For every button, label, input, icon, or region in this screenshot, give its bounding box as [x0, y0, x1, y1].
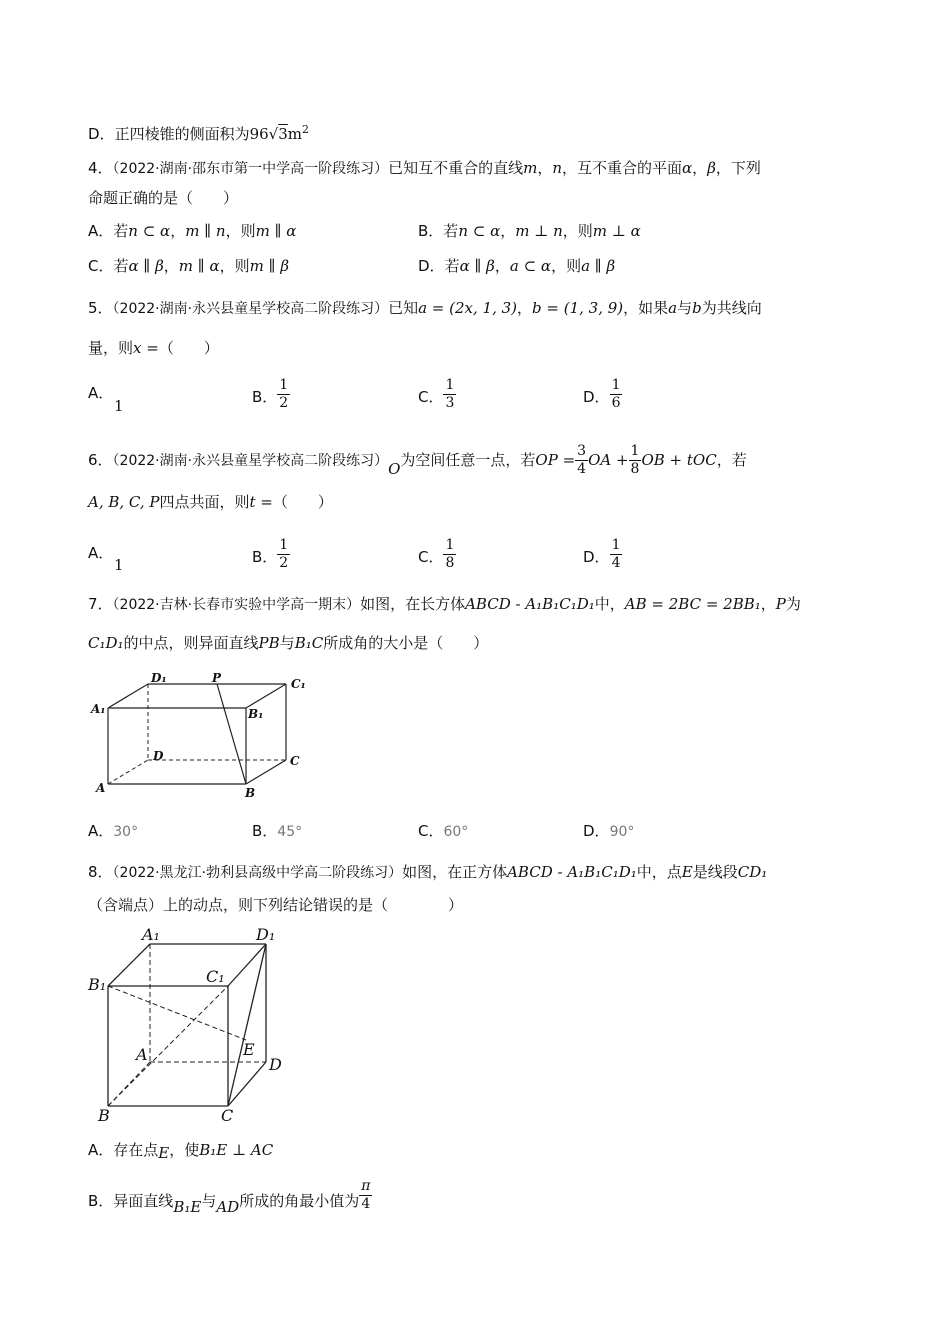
math-expr: m ∥ α — [255, 222, 297, 240]
q4-option-c[interactable]: C．若α ∥ β，m ∥ α，则m ∥ β — [88, 257, 290, 275]
q6-option-c[interactable] — [418, 537, 456, 572]
question-source: （2022·湖南·永兴县童星学校高二阶段练习） — [112, 453, 389, 469]
fraction — [610, 537, 623, 572]
vector-b: b = (1, 3, 9) — [532, 299, 624, 317]
edge-a1d1 — [108, 684, 148, 708]
stem-text: 已知互不重合的直线 — [388, 159, 524, 177]
label-b1: B₁ — [88, 975, 107, 994]
q3-option-d — [88, 120, 309, 144]
numerator: 1 — [611, 377, 621, 393]
diagonal-bc1 — [108, 986, 228, 1106]
option-label: B． — [88, 1192, 114, 1210]
label-a1: A₁ — [91, 702, 106, 716]
q5-option-d[interactable] — [583, 377, 622, 412]
question-source: （2022·湖南·邵东市第一中学高一阶段练习） — [112, 161, 389, 177]
stem-text: 中，点 — [636, 863, 682, 881]
fraction — [277, 377, 290, 412]
stem-text: 如图，在正方体 — [402, 863, 508, 881]
math-op: OP = — [535, 451, 576, 469]
question-number: 5． — [88, 299, 113, 317]
math-ad: AD — [216, 1198, 240, 1216]
edge-b1a1 — [108, 944, 150, 986]
stem-text: ，下列 — [715, 159, 761, 177]
option-text: 若 — [443, 222, 459, 240]
q5-option-a[interactable] — [88, 383, 113, 403]
math-expr: m ∥ α — [178, 257, 220, 275]
exponent: 2 — [302, 123, 310, 136]
option-text: 若 — [113, 257, 129, 275]
q4-stem-line2: 命题正确的是（ ） — [88, 189, 239, 207]
stem-text: 为共线向 — [701, 299, 762, 317]
option-text: 若 — [113, 222, 129, 240]
numerator: π — [361, 1178, 371, 1194]
numerator: 1 — [630, 443, 640, 459]
q4-option-d[interactable]: D．若α ∥ β，a ⊂ α，则a ∥ β — [418, 257, 616, 275]
option-label: A． — [88, 822, 114, 840]
radicand: 3 — [278, 125, 288, 143]
math-expr: m ∥ β — [249, 257, 290, 275]
option-text: ，使 — [169, 1141, 200, 1159]
q6-option-b[interactable] — [252, 537, 290, 572]
option-label: A． — [88, 384, 114, 402]
label-b: B — [245, 786, 256, 800]
stem-text: ，互不重合的平面 — [562, 159, 683, 177]
unit: m — [287, 125, 303, 143]
fraction — [277, 537, 290, 572]
label-d1: D₁ — [151, 671, 167, 685]
stem-text: ，若 — [716, 451, 747, 469]
option-text: 存在点 — [113, 1141, 159, 1159]
q6-option-a[interactable] — [88, 543, 113, 563]
math-oa: OA + — [588, 451, 629, 469]
fraction — [575, 443, 588, 478]
q7-option-b[interactable] — [252, 821, 302, 842]
option-text: 则 — [240, 222, 256, 240]
label-e: E — [243, 1040, 255, 1059]
math-expr: m ∥ n — [185, 222, 226, 240]
option-value: 45° — [277, 824, 303, 840]
q5-stem-line1: 5．（2022·湖南·永兴县童星学校高二阶段练习）已知a = (2x, 1, 3)，b = (1, 3, 9)，如果a与b为共线向 — [88, 299, 762, 317]
q7-stem-line1 — [88, 594, 801, 615]
denominator: 4 — [577, 461, 587, 477]
question-source: （2022·吉林·长春市实验中学高一期末） — [112, 597, 361, 613]
option-label: A． — [88, 544, 114, 562]
q6-stem-line1 — [88, 443, 747, 478]
stem-text: ，如果 — [623, 299, 669, 317]
stem-text: 中， — [594, 595, 625, 613]
math-b1c: B₁C — [294, 634, 324, 652]
option-label: C． — [88, 257, 114, 275]
q4-stem-line1: 4．（2022·湖南·邵东市第一中学高一阶段练习）已知互不重合的直线m，n，互不重合的平面α，β，下列 — [88, 159, 761, 177]
denominator: 2 — [279, 555, 289, 571]
math-e: E — [681, 863, 693, 881]
option-text: 与 — [201, 1192, 217, 1210]
math-n: n — [552, 159, 563, 177]
vector-a: a = (2x, 1, 3) — [418, 299, 518, 317]
question-number: 8． — [88, 863, 113, 881]
denominator: 6 — [611, 395, 621, 411]
edge-bc — [246, 760, 286, 784]
question-number: 7． — [88, 595, 113, 613]
numerator: 1 — [279, 537, 289, 553]
math-b1e: B₁E — [173, 1198, 202, 1216]
option-value: 30° — [113, 824, 139, 840]
math-alpha: α — [682, 159, 693, 177]
math-e: E — [158, 1144, 170, 1162]
q4-option-a[interactable]: A．若n ⊂ α，m ∥ n，则m ∥ α — [88, 222, 297, 240]
stem-text: 是线段 — [692, 863, 738, 881]
stem-text: 量，则 — [88, 339, 134, 357]
q8-option-b[interactable] — [88, 1178, 372, 1216]
option-label: D． — [418, 257, 445, 275]
label-c: C — [221, 1106, 234, 1125]
option-text: 异面直线 — [113, 1192, 174, 1210]
question-source: （2022·湖南·永兴县童星学校高二阶段练习） — [112, 301, 389, 317]
numerator: 1 — [445, 537, 455, 553]
q8-cube-figure — [86, 922, 296, 1127]
math-p: P — [775, 595, 786, 613]
fraction — [359, 1178, 372, 1213]
math-expr: n ⊂ α — [458, 222, 501, 240]
segment-b1e — [108, 986, 246, 1040]
math-a: a — [668, 299, 678, 317]
math-o: O — [388, 460, 401, 478]
fraction — [629, 443, 642, 478]
q6-stem-line2 — [88, 492, 333, 512]
label-a1: A₁ — [142, 925, 160, 944]
math-solid: ABCD - A₁B₁C₁D₁ — [465, 595, 595, 613]
label-p: P — [212, 671, 222, 685]
option-text: 则 — [566, 257, 582, 275]
option-label: C． — [418, 822, 444, 840]
edge-ad — [108, 760, 148, 784]
math-t: t = — [249, 493, 273, 511]
math-relation: AB = 2BC = 2BB₁ — [624, 595, 761, 613]
option-label: D． — [88, 125, 115, 143]
option-label: B． — [252, 548, 278, 566]
fraction — [443, 537, 456, 572]
option-label: C． — [418, 388, 444, 406]
q8-option-a[interactable] — [88, 1140, 273, 1160]
segment-cd1 — [228, 944, 266, 1106]
option-value: 90° — [609, 824, 635, 840]
math-expr: α ∥ β — [128, 257, 164, 275]
question-number: 6． — [88, 451, 113, 469]
question-number: 4． — [88, 159, 113, 177]
q5-stem-line2 — [88, 338, 219, 358]
option-text: 若 — [444, 257, 460, 275]
option-label: A． — [88, 1141, 114, 1159]
question-source: （2022·黑龙江·勃利县高级中学高二阶段练习） — [112, 865, 403, 881]
math-value: 96 — [249, 125, 269, 143]
q7-option-d[interactable] — [583, 821, 634, 842]
math-expr: B₁E ⊥ AC — [199, 1141, 274, 1159]
denominator: 2 — [279, 395, 289, 411]
answer-paren: （ ） — [272, 493, 333, 511]
stem-text: 所成角的大小是（ ） — [323, 634, 489, 652]
stem-text: ， — [760, 595, 776, 613]
option-text: 正四棱锥的侧面积为 — [114, 125, 250, 143]
option-text: 则 — [577, 222, 593, 240]
label-a: A — [96, 781, 106, 795]
label-c1: C₁ — [206, 967, 225, 986]
math-x: x = — [133, 339, 159, 357]
option-label: D． — [583, 388, 610, 406]
q8-stem-line2: （含端点）上的动点，则下列结论错误的是（ ） — [88, 896, 464, 914]
q8-stem-line1 — [88, 862, 767, 883]
math-cd1: CD₁ — [737, 863, 768, 881]
option-value: 60° — [443, 824, 469, 840]
q4-option-b[interactable]: B．若n ⊂ α，m ⊥ n，则m ⊥ α — [418, 222, 641, 240]
option-label: D． — [583, 548, 610, 566]
fraction — [610, 377, 623, 412]
q7-option-a[interactable] — [88, 821, 138, 842]
label-b: B — [98, 1106, 110, 1125]
math-expr: α ∥ β — [459, 257, 495, 275]
stem-text: 为 — [785, 595, 801, 613]
q6-option-a-value: 1 — [114, 556, 124, 574]
math-expr: n ⊂ α — [128, 222, 171, 240]
option-label: B． — [252, 388, 278, 406]
label-c1: C₁ — [291, 677, 306, 691]
stem-text: 为空间任意一点，若 — [400, 451, 536, 469]
numerator: 1 — [611, 537, 621, 553]
sqrt-sign: √ — [268, 125, 279, 143]
fraction — [443, 377, 456, 412]
math-pb: PB — [258, 634, 280, 652]
math-solid: ABCD - A₁B₁C₁D₁ — [507, 863, 637, 881]
math-expr: m ⊥ n — [515, 222, 563, 240]
denominator: 4 — [611, 555, 621, 571]
option-text: 则 — [234, 257, 250, 275]
option-label: A． — [88, 222, 114, 240]
label-b1: B₁ — [248, 707, 264, 721]
label-c: C — [290, 754, 300, 768]
q7-stem-line2 — [88, 633, 488, 653]
numerator: 1 — [279, 377, 289, 393]
option-label: B． — [252, 822, 278, 840]
math-expr: m ⊥ α — [592, 222, 641, 240]
option-label: D． — [583, 822, 610, 840]
label-d1: D₁ — [256, 925, 276, 944]
option-text: 所成的角最小值为 — [239, 1192, 360, 1210]
label-d: D — [269, 1055, 282, 1074]
math-points: A, B, C, P — [88, 493, 160, 511]
math-beta: β — [707, 159, 716, 177]
label-d: D — [153, 749, 164, 763]
math-expr: a ⊂ α — [509, 257, 552, 275]
edge-c1d1 — [228, 944, 266, 986]
denominator: 8 — [445, 555, 455, 571]
math-expr: a ∥ β — [581, 257, 616, 275]
numerator: 1 — [445, 377, 455, 393]
q7-cuboid-figure — [88, 672, 318, 802]
numerator: 3 — [577, 443, 587, 459]
option-label: B． — [418, 222, 444, 240]
edge-b1c1 — [246, 684, 286, 708]
math-m: m — [523, 159, 538, 177]
answer-paren: （ ） — [158, 339, 219, 357]
stem-text: 如图，在长方体 — [360, 595, 466, 613]
math-c1d1: C₁D₁ — [88, 634, 124, 652]
stem-text: 与 — [279, 634, 295, 652]
q6-option-d[interactable] — [583, 537, 622, 572]
q5-option-a-value: 1 — [114, 397, 124, 415]
stem-text: 的中点，则异面直线 — [123, 634, 259, 652]
denominator: 4 — [361, 1196, 371, 1212]
stem-text: 四点共面，则 — [159, 493, 250, 511]
math-ob-oc: OB + tOC — [641, 451, 717, 469]
stem-text: 与 — [677, 299, 693, 317]
q7-option-c[interactable] — [418, 821, 468, 842]
label-a: A — [136, 1045, 148, 1064]
q5-option-c[interactable] — [418, 377, 456, 412]
math-b: b — [692, 299, 702, 317]
segment-pb — [217, 684, 246, 784]
q5-option-b[interactable] — [252, 377, 290, 412]
stem-text: 已知 — [388, 299, 419, 317]
denominator: 8 — [630, 461, 640, 477]
option-label: C． — [418, 548, 444, 566]
denominator: 3 — [445, 395, 455, 411]
